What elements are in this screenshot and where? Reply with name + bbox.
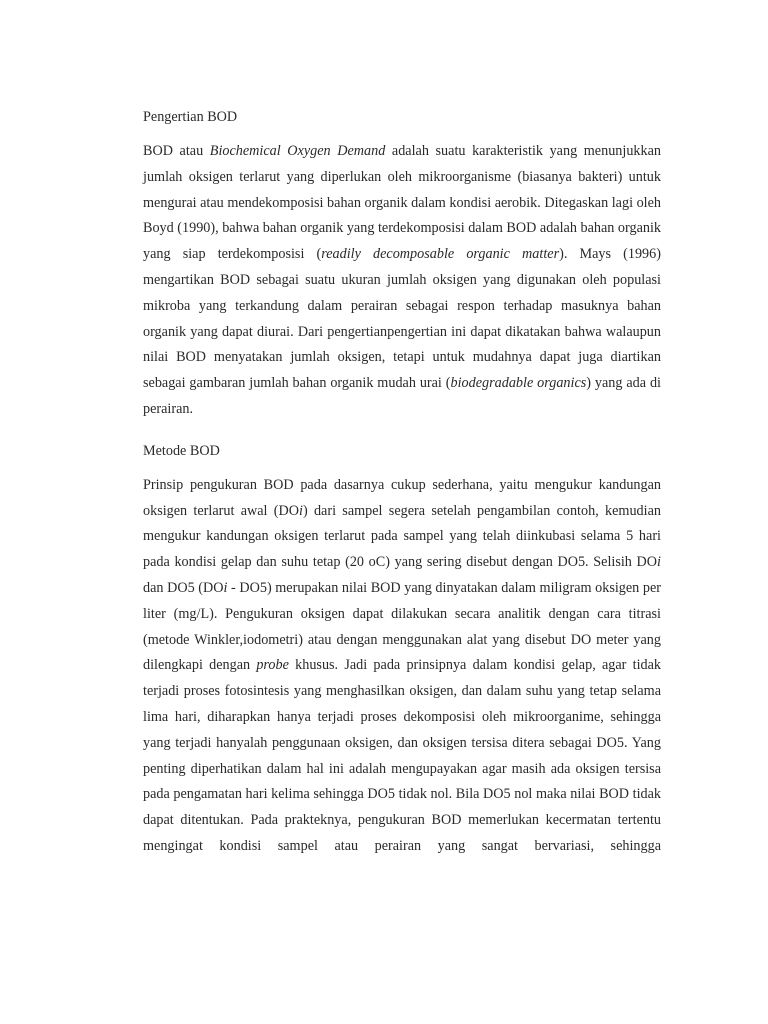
text-run: khusus. Jadi pada prinsipnya dalam kondisi gelap, agar tidak terjadi proses fotosintesis yang menghasilkan oksigen, dan dalam suhu yang tetap selama lima hari, diharapkan hanya terjadi proses dekomposisi oleh mikroorganime, sehingga yang terjadi hanyalah penggunaan oksigen, dan oksigen tersisa ditera sebagai DO5. Yang penting diperhatikan dalam hal ini adalah mengupayakan agar masih ada oksigen tersisa pada pengamatan hari kelima sehingga DO5 tidak nol. Bila DO5 nol maka nilai BOD tidak dapat ditentukan. Pada prakteknya, pengukuran BOD memerlukan kecermatan tertentu mengingat kondisi sampel atau perairan yang sangat bervariasi, sehingga	[143, 657, 661, 854]
italic-text-run: probe	[256, 657, 289, 674]
paragraph-pengertian-bod	[143, 139, 661, 423]
text-run: ) yang ada di perairan.	[143, 375, 661, 417]
italic-text-run: i	[223, 579, 228, 596]
text-run: BOD atau	[143, 143, 210, 159]
document-page	[143, 104, 661, 860]
text-run: - DO5) merupakan nilai BOD yang dinyatakan dalam miligram oksigen per liter (mg/L). Pengukuran oksigen dapat dilakukan secara analitik dengan cara titrasi (metode Winkler,iodometri) atau dengan menggunakan alat yang disebut DO meter yang dilengkapi dengan	[143, 579, 661, 674]
italic-text-run: biodegradable organics	[450, 375, 587, 392]
italic-text-run: i	[298, 502, 303, 519]
section-heading-metode-bod: Metode BOD	[143, 442, 220, 459]
section-heading-pengertian-bod: Pengertian BOD	[143, 109, 238, 125]
italic-text-run: Biochemical Oxygen Demand	[209, 143, 386, 159]
italic-text-run: readily decomposable organic matter	[321, 246, 560, 263]
text-run: ) dari sampel segera setelah pengambilan contoh, kemudian mengukur kandungan oksigen terlarut pada sampel yang telah diinkubasi selama 5 hari pada kondisi gelap dan suhu tetap (20 oC) yang sering disebut dengan DO5. Selisih DO	[143, 502, 661, 571]
paragraph-metode-bod	[143, 473, 661, 860]
italic-text-run: i	[657, 554, 661, 571]
text-run: dan DO5 (DO	[143, 579, 224, 596]
text-run: adalah suatu karakteristik yang menunjukkan jumlah oksigen terlarut yang diperlukan oleh mikroorganisme (biasanya bakteri) untuk mengurai atau mendekomposisi bahan organik dalam kondisi aerobik. Ditegaskan lagi oleh Boyd (1990), bahwa bahan organik yang terdekomposisi dalam BOD adalah bahan organik yang siap terdekomposisi (	[143, 143, 661, 263]
text-run: Prinsip pengukuran BOD pada dasarnya cukup sederhana, yaitu mengukur kandungan oksigen terlarut awal (DO	[143, 476, 661, 519]
text-run: ). Mays (1996) mengartikan BOD sebagai suatu ukuran jumlah oksigen yang digunakan oleh populasi mikroba yang terkandung dalam perairan sebagai respon terhadap masuknya bahan organik yang dapat diurai. Dari pengertianpengertian ini dapat dikatakan bahwa walaupun nilai BOD menyatakan jumlah oksigen, tetapi untuk mudahnya dapat juga diartikan sebagai gambaran jumlah bahan organik mudah urai (	[143, 246, 661, 392]
